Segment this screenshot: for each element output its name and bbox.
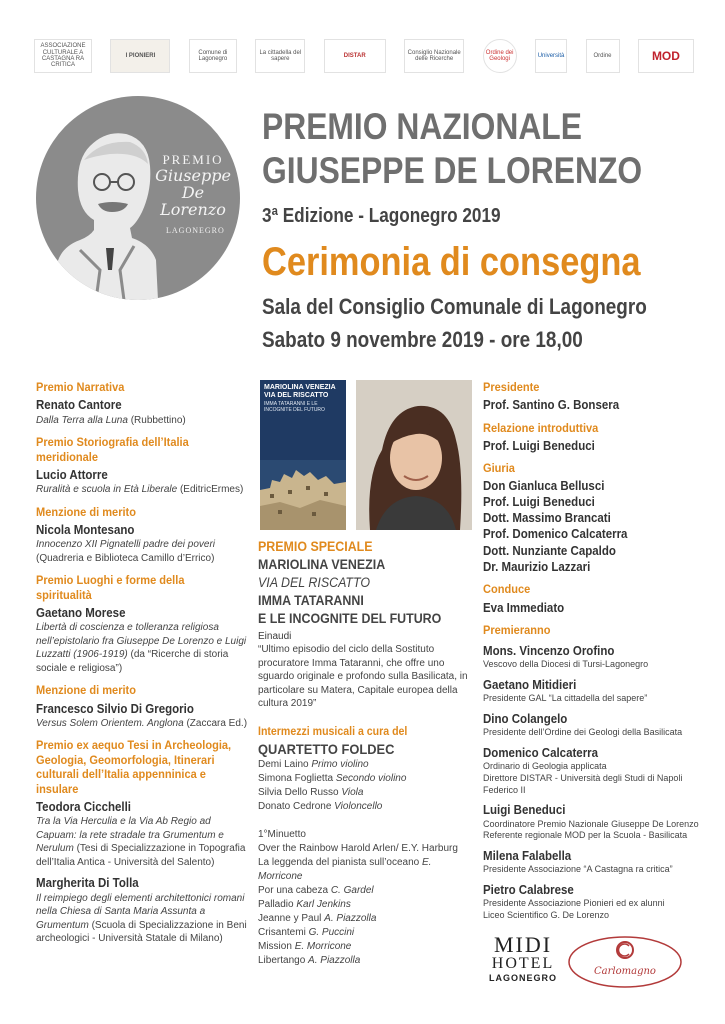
work-description [36, 717, 251, 731]
piece-title: Palladio [258, 899, 297, 911]
work-description [36, 892, 251, 946]
carlomagno-logo-text: Carlomagno [594, 966, 656, 977]
presenter-role-secondary: Liceo Scientifico G. De Lorenzo [483, 909, 610, 920]
geologi-logo [483, 39, 517, 73]
title-line-2: GIUSEPPE DE LORENZO [262, 150, 643, 191]
gal-logo-text: La cittadella del sapere [259, 49, 302, 62]
presenter [483, 711, 703, 739]
award-tesi [36, 738, 251, 945]
presenter-name: Pietro Calabrese [483, 882, 574, 897]
piece-composer: A. Piazzolla [324, 913, 377, 925]
carlomagno-logo [566, 930, 684, 990]
jury-member: Prof. Luigi Beneduci [483, 494, 595, 509]
midi-hotel-logo-line2: HOTEL [491, 955, 555, 972]
book-cover-author-text: MARIOLINA VENEZIA [264, 384, 336, 391]
work-description [36, 483, 251, 497]
distar-logo [324, 39, 386, 73]
work-publisher: (Zaccara Ed.) [183, 717, 248, 729]
presenter-role: Ordinario di Geologia applicata [483, 761, 607, 772]
special-prize-author: MARIOLINA VENEZIA [258, 556, 386, 572]
book-cover-city-illustration [260, 460, 346, 530]
gal-logo [255, 39, 305, 73]
book-cover-subtitle: IMMA TATARANNI E LE INCOGNITE DEL FUTURO [264, 401, 325, 413]
presenter [483, 677, 703, 705]
presenter-role: Presidente Associazione “A Castagna ra critica” [483, 864, 673, 875]
piece-composer: C. Gardel [330, 885, 374, 897]
pionieri-logo [110, 39, 170, 73]
host-section [483, 582, 703, 616]
book-cover [260, 380, 346, 530]
work-publisher: (da “Ricerche di storia sociale e religiosa”) [36, 649, 229, 674]
work-description [36, 621, 251, 675]
ordine-logo-text: Ordine [593, 52, 612, 59]
winner-name: Margherita Di Tolla [36, 876, 139, 891]
work-title: Il reimpiego degli elementi architettonici romani nella Chiesa di Santa Maria Assunta a Grumentum [36, 892, 245, 931]
castagna-logo-text: ASSOCIAZIONE CULTURALE A CASTAGNA RA CRITICA [40, 43, 86, 69]
jury-member: Prof. Domenico Calcaterra [483, 527, 628, 542]
program-item [258, 926, 473, 940]
section-heading: Relazione introduttiva [483, 420, 599, 435]
presenter-role-secondary: Referente regionale MOD per la Scuola - Basilicata [483, 830, 688, 841]
section-heading: Giuria [483, 461, 515, 476]
midi-hotel-logo-line3: LAGONEGRO [488, 972, 557, 983]
work-description [36, 538, 251, 565]
ordine-logo [586, 39, 620, 73]
awards-column [36, 380, 251, 954]
presenter [483, 848, 703, 876]
introduction-section [483, 421, 703, 455]
medallion-premio: PREMIO [162, 152, 224, 167]
award-heading: Premio Storiografia dell’Italia meridionale [36, 435, 189, 464]
piece-title: Over the Rainbow Harold Arlen/ E.Y. Harburg [258, 843, 458, 855]
winner-name: Gaetano Morese [36, 606, 126, 621]
award-storiografia [36, 435, 251, 497]
piece-composer: E. Morricone [294, 941, 352, 953]
presenter [483, 745, 703, 796]
medallion-name-last: De Lorenzo [160, 182, 226, 219]
work-title: Innocenzo XII Pignatelli padre dei poveri [36, 539, 216, 551]
musician-role: Secondo violino [335, 773, 407, 785]
special-prize-subtitle-1: IMMA TATARANNI [258, 592, 364, 608]
work-publisher: (Tesi di Specializzazione in Topografia dell’Italia Antica - Università del Salento) [36, 843, 246, 868]
eu-logo-text: Università [537, 52, 565, 59]
winner-name: Nicola Montesano [36, 523, 135, 538]
piece-composer: E. Morricone [258, 857, 432, 883]
work-publisher: (EditricErmes) [177, 484, 244, 496]
book-cover-title: VIA DEL RISCATTO [264, 392, 329, 400]
winner-name: Teodora Cicchelli [36, 800, 132, 815]
music-program [258, 828, 473, 968]
medallion-name-first: Giuseppe [155, 166, 231, 185]
musician-name: Silvia Dello Russo [258, 787, 342, 799]
person-name: Eva Immediato [483, 600, 565, 615]
piece-composer: Karl Jenkins [296, 899, 351, 911]
eu-logo [535, 39, 567, 73]
award-heading: Premio ex aequo Tesi in Archeologia, Geologia, Geomorfologia, Itinerari culturali dell’Italia appenninica e insulare [36, 738, 232, 796]
presenter-name: Milena Falabella [483, 848, 572, 863]
program-item [258, 898, 473, 912]
jury-member: Don Gianluca Bellusci [483, 478, 605, 493]
president-section [483, 380, 703, 414]
work-title: Dalla Terra alla Luna [36, 414, 128, 426]
sponsor-logos-bar [34, 36, 694, 76]
musician [258, 772, 473, 786]
edition-subtitle: 3ª Edizione - Lagonegro 2019 [262, 205, 501, 227]
presenter-name: Luigi Beneduci [483, 803, 566, 818]
presenter-name: Dino Colangelo [483, 712, 568, 727]
midi-hotel-logo [480, 934, 566, 983]
presenter-role: Presidente Associazione Pionieri ed ex alunni [483, 898, 665, 909]
award-luoghi [36, 573, 251, 675]
program-item [258, 842, 473, 856]
author-photo [356, 380, 472, 530]
winner-name: Renato Cantore [36, 398, 122, 413]
award-heading: Premio Narrativa [36, 380, 125, 394]
work-description [36, 815, 251, 869]
mod-logo [638, 39, 694, 73]
work-description [36, 414, 251, 428]
committee-column [483, 380, 703, 929]
title-line-1: PREMIO NAZIONALE [262, 106, 582, 147]
award-heading: Premio Luoghi e forme della spiritualità [36, 573, 185, 602]
piece-title: Por una cabeza [258, 885, 331, 897]
musician-role: Violoncello [334, 801, 383, 813]
musician-name: Simona Foglietta [258, 773, 336, 785]
presenter-name: Domenico Calcaterra [483, 746, 599, 761]
presenter [483, 643, 703, 671]
work-title: Libertà di coscienza e tolleranza religiosa nell’epistolario fra Giuseppe De Lorenzo e Luigi Luzzatti (1906-1919) [36, 622, 247, 661]
merit-mention-2 [36, 683, 251, 730]
comune-logo-text: Comune di Lagonegro [198, 49, 228, 62]
castagna-logo [34, 39, 92, 73]
presenter-role: Vescovo della Diocesi di Tursi-Lagonegro [483, 659, 649, 670]
special-prize-images [258, 380, 473, 530]
presenter-role-secondary: Direttore DISTAR - Università degli Studi di Napoli Federico II [483, 772, 683, 795]
work-title: Ruralità e scuola in Età Liberale [36, 484, 178, 496]
special-prize-subtitle-2: E LE INCOGNITE DEL FUTURO [258, 611, 442, 627]
ceremony-title: Cerimonia di consegna [262, 240, 641, 284]
person-name: Prof. Santino G. Bonsera [483, 398, 620, 413]
portrait-illustration [50, 120, 158, 300]
presenter [483, 802, 703, 842]
program-item [258, 954, 473, 968]
mod-logo-text: MOD [651, 48, 680, 63]
distar-logo-text: DISTAR [343, 52, 366, 59]
musician [258, 786, 473, 800]
work-publisher: (Quadreria e Biblioteca Camillo d’Errico) [36, 552, 215, 564]
work-title: Versus Solem Orientem. Anglona [36, 717, 184, 729]
award-narrativa [36, 380, 251, 427]
piece-title: Mission [258, 941, 295, 953]
music-heading: Intermezzi musicali a cura del [258, 725, 408, 738]
comune-logo [189, 39, 237, 73]
program-item [258, 912, 473, 926]
special-prize-quote: “Ultimo episodio del ciclo della Sostituto procuratore Imma Tataranni, che offre uno sguardo originale e profondo sulla Basilicata, in particolare su Matera, Capitale europea della cultura 2019” [258, 644, 468, 710]
date-time: Sabato 9 novembre 2019 - ore 18,00 [262, 327, 583, 352]
piece-composer: A. Piazzolla [308, 955, 361, 967]
section-heading: Presidente [483, 380, 540, 394]
musician [258, 758, 473, 772]
special-prize-publisher: Einaudi [258, 631, 292, 643]
music-band-name: QUARTETTO FOLDEC [258, 740, 395, 757]
work-publisher: (Scuola di Specializzazione in Beni archeologici - Università Statale di Milano) [36, 919, 247, 945]
winner-name: Lucio Attorre [36, 467, 108, 482]
winner-name: Francesco Silvio Di Gregorio [36, 701, 194, 716]
award-heading: Menzione di merito [36, 504, 136, 519]
presenter-role: Presidente GAL “La cittadella del sapere” [483, 693, 648, 704]
program-item [258, 884, 473, 898]
musician-role: Viola [341, 787, 364, 799]
venue: Sala del Consiglio Comunale di Lagonegro [262, 294, 647, 319]
program-item [258, 940, 473, 954]
midi-hotel-logo-line1: MIDI [493, 932, 553, 957]
presenter-name: Gaetano Mitidieri [483, 678, 577, 693]
piece-composer: G. Puccini [308, 927, 355, 939]
presenter [483, 882, 703, 922]
merit-mention-1 [36, 505, 251, 566]
piece-title: Jeanne y Paul [258, 913, 325, 925]
piece-title: La leggenda del pianista sull’oceano [258, 857, 423, 869]
author-portrait-illustration [356, 380, 472, 530]
musicians-list [258, 758, 473, 814]
piece-title: Crisantemi [258, 927, 309, 939]
presenters-section [483, 623, 703, 922]
cnr-logo [404, 39, 464, 73]
musician [258, 800, 473, 814]
book-cover-author [264, 384, 336, 400]
presenter-name: Mons. Vincenzo Orofino [483, 644, 615, 659]
piece-title: 1°Minuetto [258, 829, 306, 841]
special-prize-heading: PREMIO SPECIALE [258, 539, 373, 554]
geologi-logo-text: Ordine dei Geologi [485, 49, 514, 62]
work-publisher: (Rubbettino) [127, 414, 186, 426]
special-prize-column [258, 380, 473, 968]
musician-name: Donato Cedrone [258, 801, 335, 813]
person-name: Prof. Luigi Beneduci [483, 439, 595, 454]
work-title: Tra la Via Herculia e la Via Ab Regio ad Capuam: la rete stradale tra Grumentum e Nerulum [36, 816, 224, 855]
piece-title: Libertango [258, 955, 309, 967]
special-prize-title: VIA DEL RISCATTO [258, 574, 371, 590]
jury-member: Dr. Maurizio Lazzari [483, 559, 591, 574]
portrait-medallion [36, 96, 240, 300]
medallion-text [148, 152, 238, 218]
presenter-role: Coordinatore Premio Nazionale Giuseppe De Lorenzo [483, 818, 699, 829]
musician-name: Demi Laino [258, 759, 312, 771]
medallion-place: LAGONEGRO [166, 226, 225, 235]
jury-section [483, 461, 703, 575]
jury-member: Dott. Nunziante Capaldo [483, 543, 616, 558]
award-heading: Menzione di merito [36, 683, 136, 698]
program-item [258, 828, 473, 842]
pionieri-logo-text: I PIONIERI [125, 52, 156, 59]
presenter-role: Presidente dell’Ordine dei Geologi della Basilicata [483, 727, 683, 738]
musician-role: Primo violino [311, 759, 369, 771]
section-heading: Premieranno [483, 622, 551, 637]
section-heading: Conduce [483, 582, 531, 597]
cnr-logo-text: Consiglio Nazionale delle Ricerche [407, 49, 461, 62]
program-item [258, 856, 473, 884]
jury-member: Dott. Massimo Brancati [483, 511, 611, 526]
